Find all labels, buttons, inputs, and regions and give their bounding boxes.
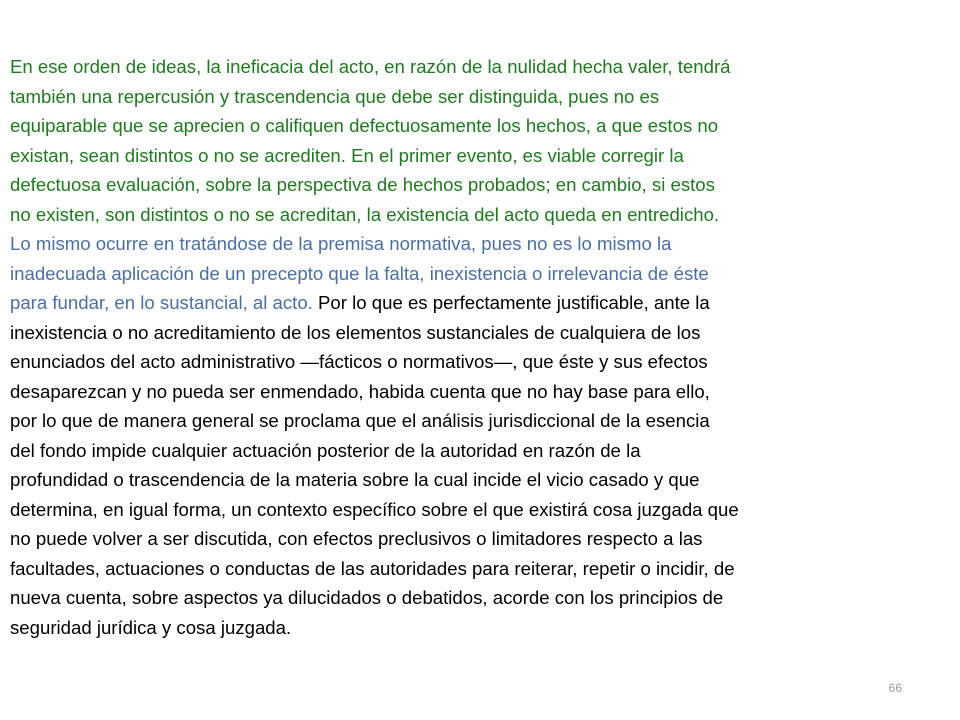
text-line (10, 495, 952, 525)
text-line (10, 465, 952, 495)
text-line (10, 377, 952, 407)
text-segment-black: por lo que de manera general se proclama que el análisis jurisdiccional de la esencia (10, 410, 710, 431)
text-line (10, 613, 952, 643)
text-line (10, 406, 952, 436)
text-segment-black: determina, en igual forma, un contexto específico sobre el que existirá cosa juzgada que (10, 498, 739, 520)
text-segment-black: inexistencia o no acreditamiento de los elementos sustanciales de cualquiera de los (10, 321, 701, 343)
text-segment-black: profundidad o trascendencia de la materia sobre la cual incide el vicio casado y que (10, 469, 700, 490)
text-segment-green: también una repercusión y trascendencia que debe ser distinguida, pues no es (10, 85, 660, 107)
text-line (10, 524, 952, 554)
text-segment-green: En ese orden de ideas, la ineficacia del acto, en razón de la nulidad hecha valer, tendrá (10, 56, 731, 77)
text-line (10, 229, 952, 259)
text-segment-blue: inadecuada aplicación de un precepto que la falta, inexistencia o irrelevancia de éste (10, 262, 709, 284)
text-segment-green: existan, sean distintos o no se acrediten. En el primer evento, es viable corregir la (10, 144, 684, 166)
text-line (10, 170, 952, 200)
text-line (10, 288, 952, 318)
text-line (10, 52, 952, 82)
text-segment-black: del fondo impide cualquier actuación posterior de la autoridad en razón de la (10, 439, 641, 461)
text-segment-green: defectuosa evaluación, sobre la perspectiva de hechos probados; en cambio, si estos (10, 174, 715, 195)
text-line (10, 141, 952, 171)
text-segment-green: no existen, son distintos o no se acreditan, la existencia del acto queda en entredicho. (10, 203, 720, 225)
text-segment-black: no puede volver a ser discutida, con efectos preclusivos o limitadores respecto a las (10, 528, 703, 549)
text-segment-black: desaparezcan y no pueda ser enmendado, habida cuenta que no hay base para ello, (10, 380, 710, 402)
text-line (10, 583, 952, 613)
text-line (10, 318, 952, 348)
page-number: 66 (888, 681, 902, 695)
text-line (10, 111, 952, 141)
text-line (10, 82, 952, 112)
text-line (10, 436, 952, 466)
text-segment-black: facultades, actuaciones o conductas de las autoridades para reiterar, repetir o incidir, de (10, 557, 735, 579)
text-segment-black: Por lo que es perfectamente justificable, ante la (312, 292, 710, 313)
text-line (10, 200, 952, 230)
text-line (10, 554, 952, 584)
text-segment-black: nueva cuenta, sobre aspectos ya dilucidados o debatidos, acorde con los principios de (10, 587, 724, 608)
text-segment-blue: Lo mismo ocurre en tratándose de la premisa normativa, pues no es lo mismo la (10, 233, 672, 254)
body-paragraph (10, 52, 952, 642)
text-line (10, 259, 952, 289)
text-segment-black: seguridad jurídica y cosa juzgada. (10, 616, 292, 638)
text-line (10, 347, 952, 377)
text-segment-green: equiparable que se aprecien o califiquen defectuosamente los hechos, a que estos no (10, 115, 719, 136)
text-segment-blue: para fundar, en lo sustancial, al acto. (10, 292, 313, 313)
text-segment-black: enunciados del acto administrativo —fácticos o normativos—, que éste y sus efectos (10, 351, 708, 372)
